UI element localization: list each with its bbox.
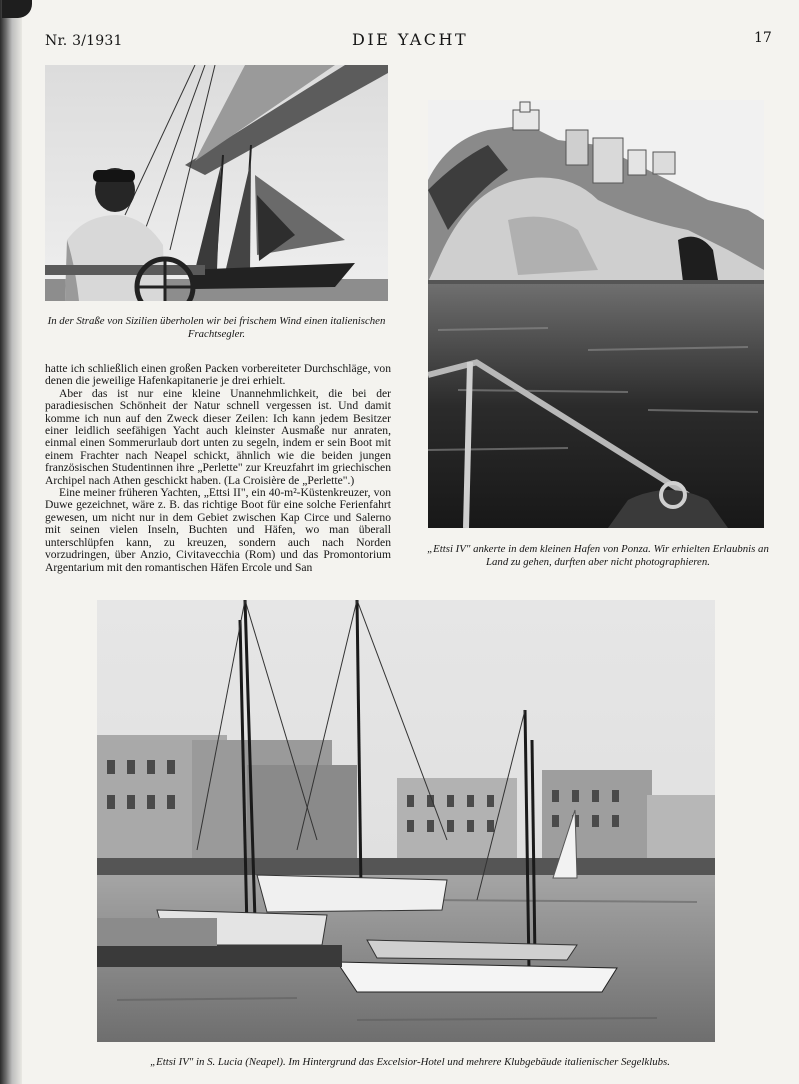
- page-number: 17: [754, 30, 772, 46]
- article-paragraph: Aber das ist nur eine kleine Unannehmlichkeit, die bei der paradiesischen Schönheit der Natur schnell vergessen ist. Und damit komme ich nun auf den Zweck dieser Zeilen: Ich kann jedem Besitzer einer leidlich seefähigen Yacht auch kleinster Ausmaße nur anraten, einmal einen Sommerurlaub dort unten zu segeln, indem er sein Boot mit einem Frachter nach Neapel schickt, ähnlich wie die beiden jungen französischen Studentinnen ihre „Perlette" zur Kreuzfahrt im griechischen Archipel nach Athen geschickt haben. (La Croisière de „Perlette".): [45, 386, 391, 487]
- ponza-harbor-photo: [428, 100, 764, 528]
- naples-harbor-photo: [97, 600, 715, 1042]
- issue-number: Nr. 3/1931: [45, 33, 123, 49]
- article-body: [45, 363, 391, 574]
- sailor-photo-caption: In der Straße von Sizilien überholen wir bei frischem Wind einen italienischen Frachtsegler.: [47, 315, 386, 340]
- magazine-title: DIE YACHT: [352, 30, 469, 49]
- article-paragraph: Eine meiner früheren Yachten, „Ettsi II", ein 40-m²-Küstenkreuzer, von Duwe gezeichnet, wäre z. B. das richtige Boot für eine solche Ferienfahrt gewesen, um nicht nur in dem Gebiet zwischen Kap Circe und Salerno mit seinen vielen Inseln, Buchten und Häfen, wo man überall unterschlüpfen kann, zu kreuzen, sondern auch nach Norden vorzudringen, über Anzio, Civitavecchia (Rom) und das Promontorium Argentarium mit den romantischen Häfen Ercole und San: [45, 486, 391, 574]
- scan-corner-shadow: [2, 0, 32, 18]
- sailor-photo: [45, 65, 388, 301]
- naples-photo-caption: „Ettsi IV" in S. Lucia (Neapel). Im Hintergrund das Excelsior-Hotel und mehrere Klubgebäude italienischer Segelklubs.: [150, 1056, 670, 1068]
- ponza-photo-caption: „Ettsi IV" ankerte in dem kleinen Hafen von Ponza. Wir erhielten Erlaubnis an Land zu gehen, durften aber nicht photographieren.: [427, 543, 769, 568]
- page-binding-edge: [0, 0, 22, 1084]
- article-paragraph: hatte ich schließlich einen großen Packen vorbereiteter Durchschläge, von denen die jeweilige Hafenkapitanerie je drei erhielt.: [45, 362, 391, 388]
